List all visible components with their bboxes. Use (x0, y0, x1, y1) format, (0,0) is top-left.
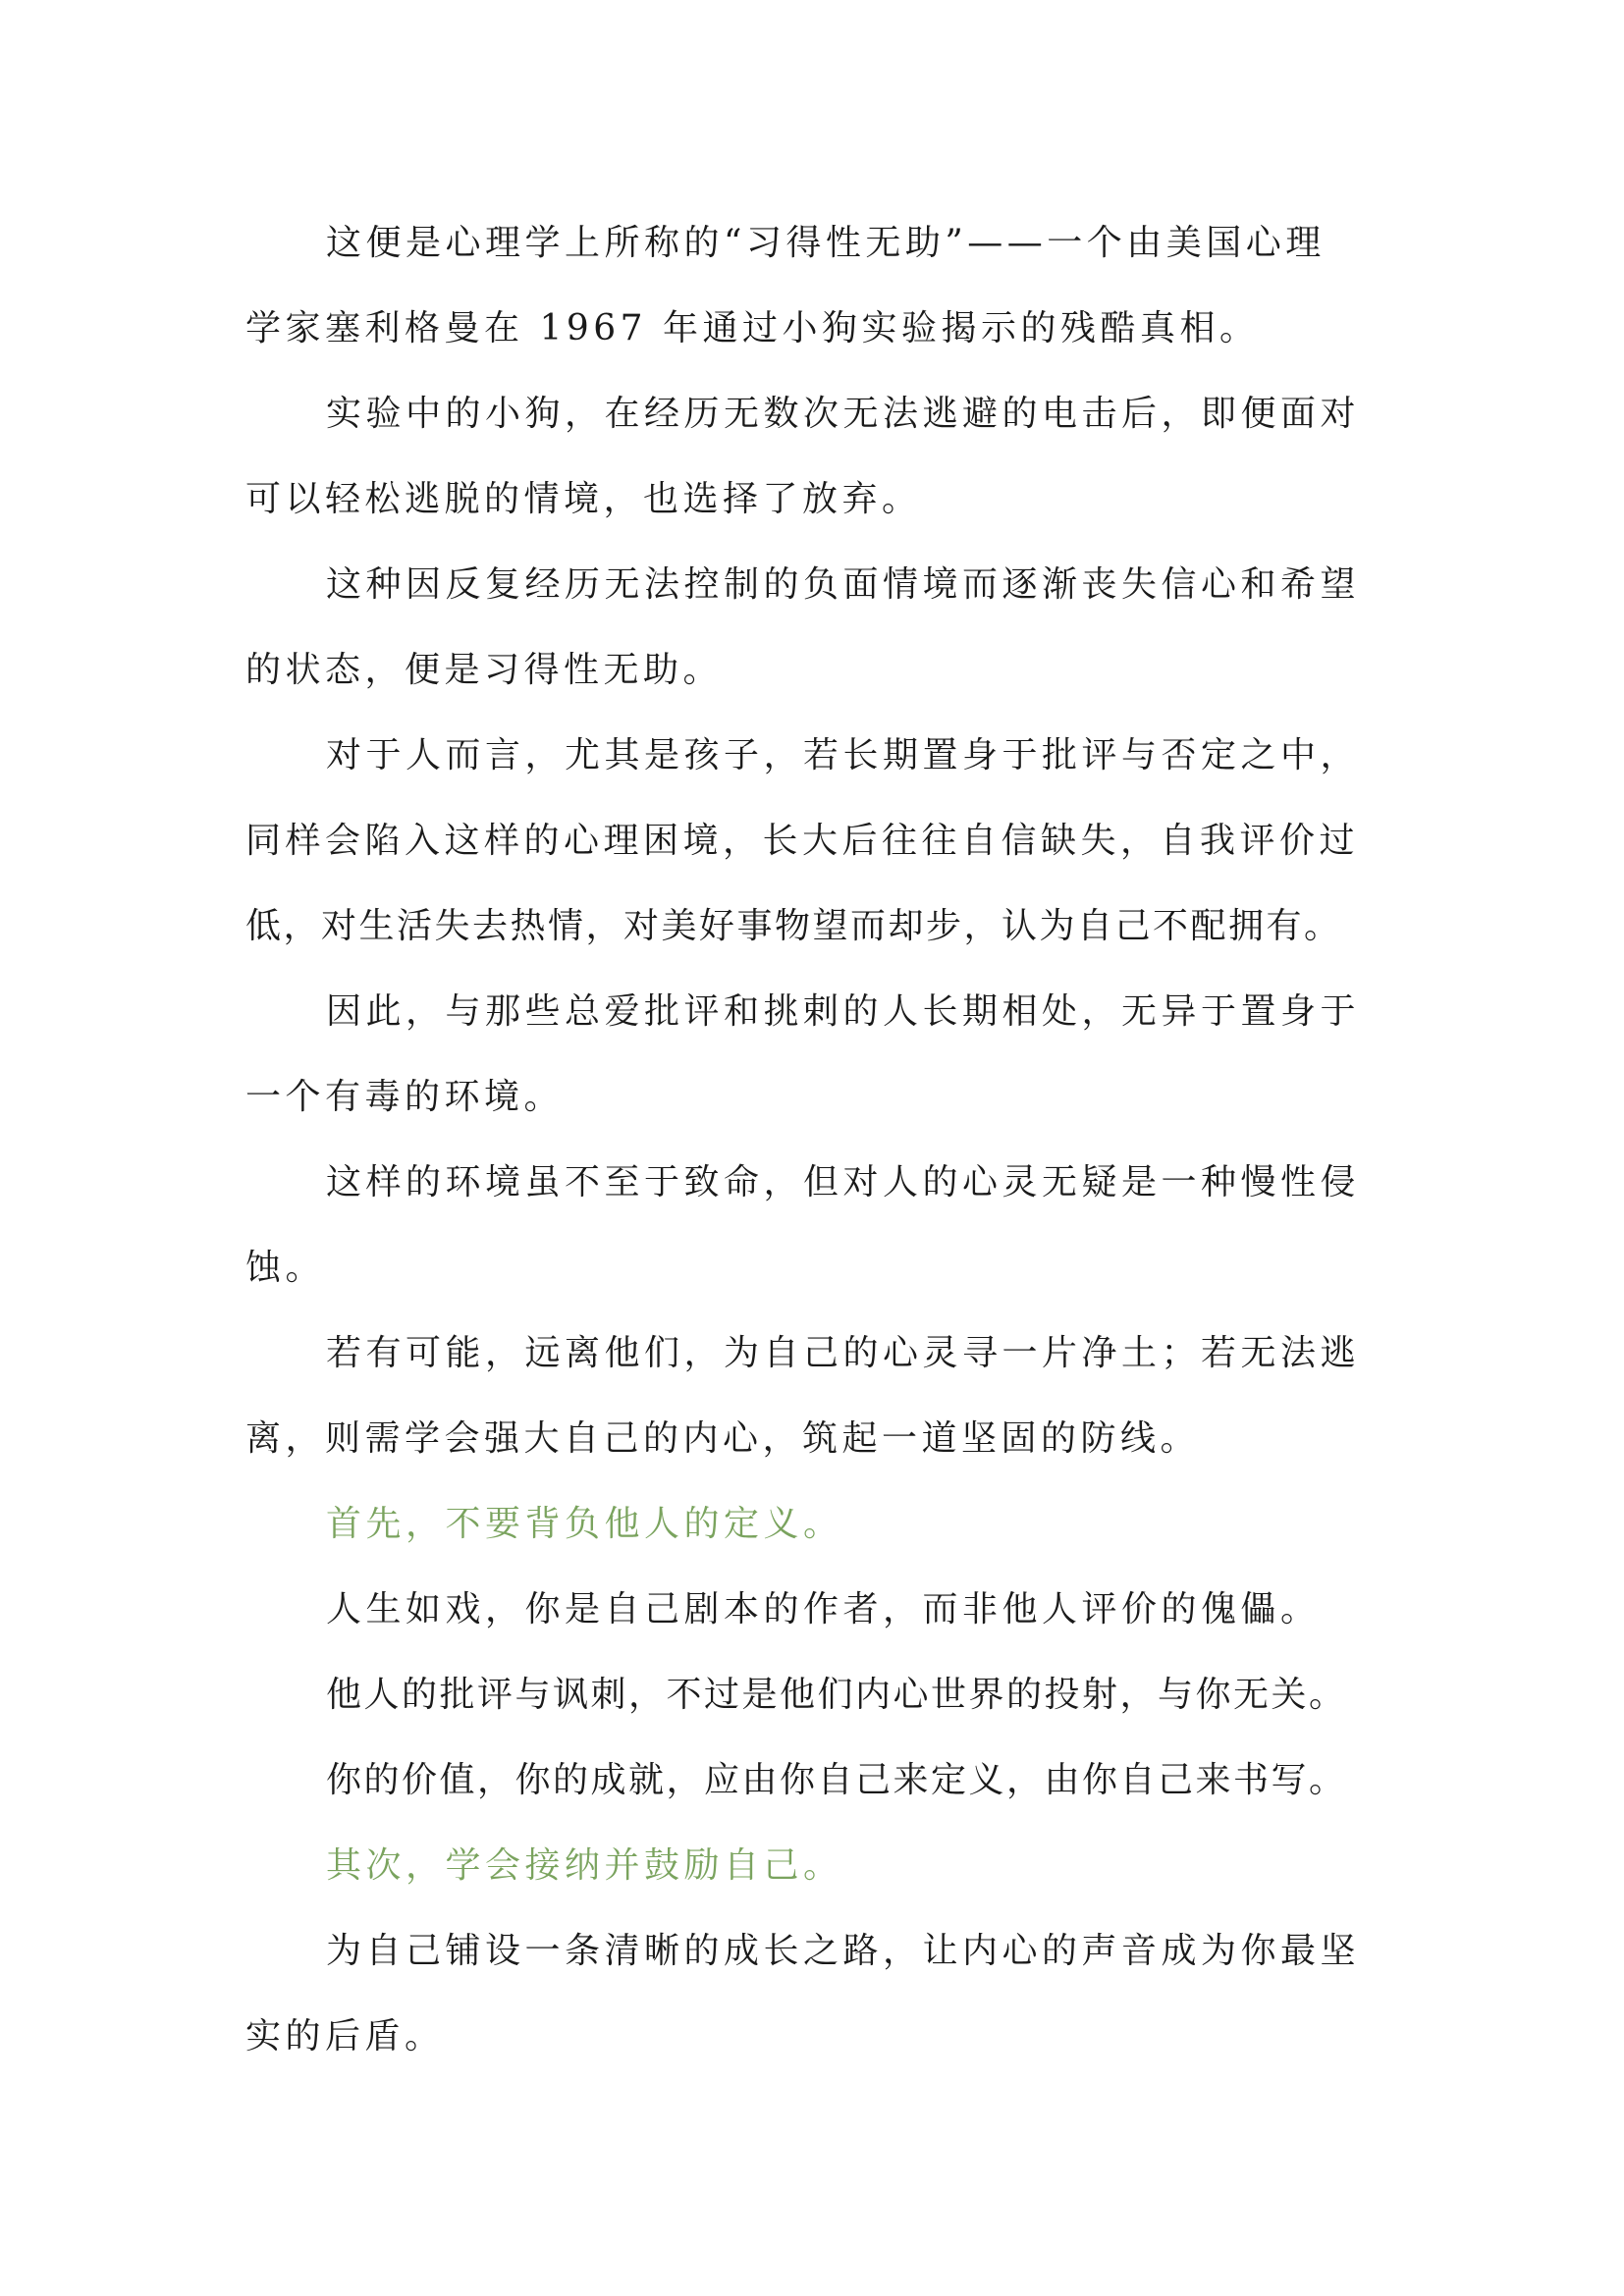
paragraph-7-line-1: 若有可能，远离他们，为自己的心灵寻一片净土；若无法逃 (326, 1333, 1361, 1373)
paragraph-1-line-1: 这便是心理学上所称的“习得性无助”——一个由美国心理 (326, 223, 1326, 263)
paragraph-4-line-2: 同样会陷入这样的心理困境，长大后往往自信缺失，自我评价过 (245, 821, 1360, 861)
paragraph-6-line-1: 这样的环境虽不至于致命，但对人的心灵无疑是一种慢性侵 (326, 1162, 1361, 1202)
paragraph-3-line-2: 的状态，便是习得性无助。 (245, 650, 724, 690)
paragraph-8-line-1: 人生如戏，你是自己剧本的作者，而非他人评价的傀儡。 (326, 1589, 1321, 1629)
paragraph-3-line-1: 这种因反复经历无法控制的负面情境而逐渐丧失信心和希望 (326, 564, 1361, 605)
section-heading-first: 首先，不要背负他人的定义。 (326, 1504, 843, 1544)
paragraph-11-line-2: 实的后盾。 (245, 2016, 445, 2056)
paragraph-11-line-1: 为自己铺设一条清晰的成长之路，让内心的声音成为你最坚 (326, 1931, 1361, 1971)
section-heading-second: 其次，学会接纳并鼓励自己。 (326, 1845, 843, 1886)
paragraph-5-line-1: 因此，与那些总爱批评和挑剌的人长期相处，无异于置身于 (326, 991, 1361, 1032)
paragraph-9-line-1: 他人的批评与讽刺，不过是他们内心世界的投射，与你无关。 (326, 1675, 1347, 1715)
paragraph-6-line-2: 蚀。 (245, 1248, 326, 1288)
paragraph-7-line-2: 离，则需学会强大自己的内心，筑起一道坚固的防线。 (245, 1418, 1201, 1459)
paragraph-4-line-1: 对于人而言，尤其是孩子，若长期置身于批评与否定之中， (326, 735, 1361, 775)
paragraph-2-line-2: 可以轻松逃脱的情境，也选择了放弃。 (245, 479, 922, 519)
paragraph-10-line-1: 你的价值，你的成就，应由你自己来定义，由你自己来书写。 (326, 1760, 1347, 1800)
paragraph-4-line-3: 低，对生活失去热情，对美好事物望而却步，认为自己不配拥有。 (245, 906, 1342, 946)
paragraph-2-line-1: 实验中的小狗，在经历无数次无法逃避的电击后，即便面对 (326, 394, 1361, 434)
paragraph-1-line-2: 学家塞利格曼在 1967 年通过小狗实验揭示的残酷真相。 (245, 308, 1260, 348)
paragraph-5-line-2: 一个有毒的环境。 (245, 1077, 565, 1117)
